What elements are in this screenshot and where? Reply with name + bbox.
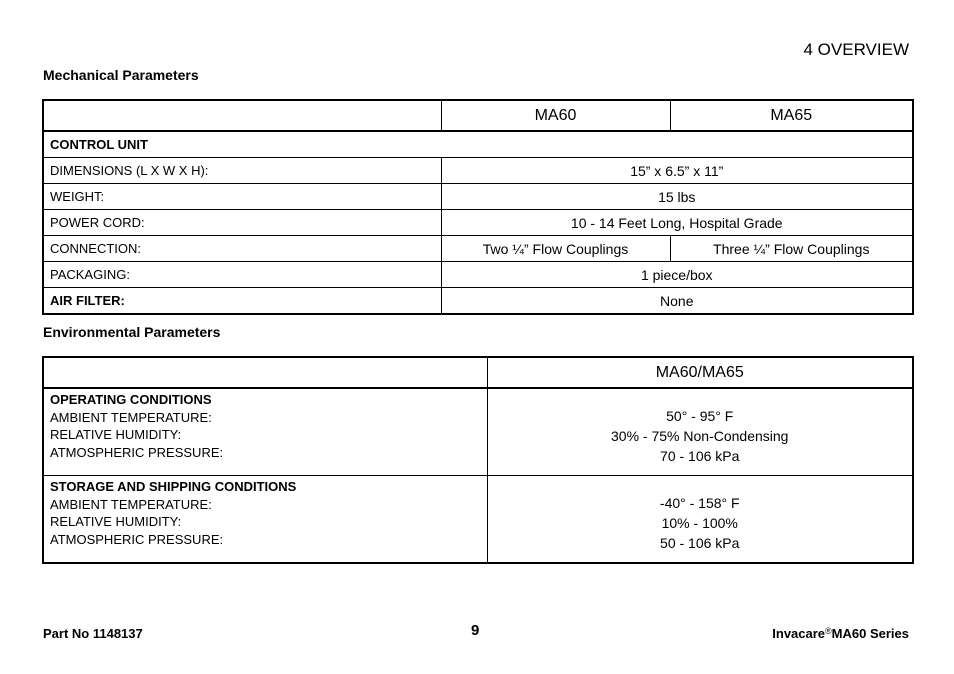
- row-value: 15” x 6.5” x 11”: [441, 158, 913, 184]
- row-label: ATMOSPHERIC PRESSURE:: [50, 531, 224, 547]
- group-label-control-unit: CONTROL UNIT: [43, 131, 913, 158]
- header-cell-ma60: MA60: [441, 100, 670, 131]
- footer-product-series: [772, 626, 909, 641]
- operating-conditions-title: OPERATING CONDITIONS: [50, 392, 212, 407]
- row-label: RELATIVE HUMIDITY:: [50, 514, 182, 529]
- brand-name: Invacare: [772, 626, 826, 641]
- mechanical-parameters-heading: Mechanical Parameters: [43, 67, 199, 83]
- row-label: WEIGHT:: [43, 184, 441, 210]
- row-label: ATMOSPHERIC PRESSURE:: [50, 444, 224, 460]
- row-label: AMBIENT TEMPERATURE:: [50, 496, 212, 512]
- header-cell-ma60-ma65: MA60/MA65: [487, 357, 913, 388]
- table-row: [43, 262, 913, 288]
- mechanical-parameters-table: [42, 99, 914, 315]
- row-label: DIMENSIONS (L X W X H):: [43, 158, 441, 184]
- registered-mark: ®: [825, 626, 832, 636]
- header-cell-empty: [43, 357, 487, 388]
- operating-conditions-labels: [43, 388, 487, 476]
- table-row: [43, 131, 913, 158]
- series-name: MA60 Series: [831, 626, 909, 641]
- row-label: CONNECTION:: [43, 236, 441, 262]
- table-row: [43, 388, 913, 476]
- table-row: [43, 476, 913, 564]
- row-label: AMBIENT TEMPERATURE:: [50, 409, 212, 425]
- row-label: RELATIVE HUMIDITY:: [50, 427, 182, 442]
- table-row: [43, 236, 913, 262]
- row-value: 50° - 95° F: [666, 408, 734, 424]
- table-header-row: [43, 100, 913, 131]
- row-value: 1 piece/box: [441, 262, 913, 288]
- footer-part-number: Part No 1148137: [43, 626, 143, 641]
- page-number: 9: [471, 622, 480, 639]
- row-label: AIR FILTER:: [43, 288, 441, 315]
- table-header-row: [43, 357, 913, 388]
- storage-conditions-title: STORAGE AND SHIPPING CONDITIONS: [50, 479, 297, 494]
- table-row: [43, 184, 913, 210]
- row-value: 10 - 14 Feet Long, Hospital Grade: [441, 210, 913, 236]
- row-value: 15 lbs: [441, 184, 913, 210]
- storage-conditions-labels: [43, 476, 487, 564]
- row-label: PACKAGING:: [43, 262, 441, 288]
- table-row: [43, 288, 913, 315]
- row-value-ma60: Two ¼” Flow Couplings: [441, 236, 670, 262]
- header-cell-empty: [43, 100, 441, 131]
- operating-conditions-values: [487, 388, 913, 476]
- header-cell-ma65: MA65: [670, 100, 913, 131]
- environmental-parameters-table: [42, 356, 914, 564]
- environmental-parameters-heading: Environmental Parameters: [43, 324, 221, 340]
- row-value: 50 - 106 kPa: [660, 535, 740, 551]
- row-value-ma65: Three ¼” Flow Couplings: [670, 236, 913, 262]
- row-value: -40° - 158° F: [659, 495, 740, 511]
- row-value: 30% - 75% Non-Condensing: [611, 428, 789, 444]
- row-value: None: [441, 288, 913, 315]
- table-row: [43, 210, 913, 236]
- row-value: 70 - 106 kPa: [660, 448, 740, 464]
- row-value: 10% - 100%: [661, 515, 738, 531]
- table-row: [43, 158, 913, 184]
- row-label: POWER CORD:: [43, 210, 441, 236]
- storage-conditions-values: [487, 476, 913, 564]
- section-header: 4 OVERVIEW: [803, 40, 909, 59]
